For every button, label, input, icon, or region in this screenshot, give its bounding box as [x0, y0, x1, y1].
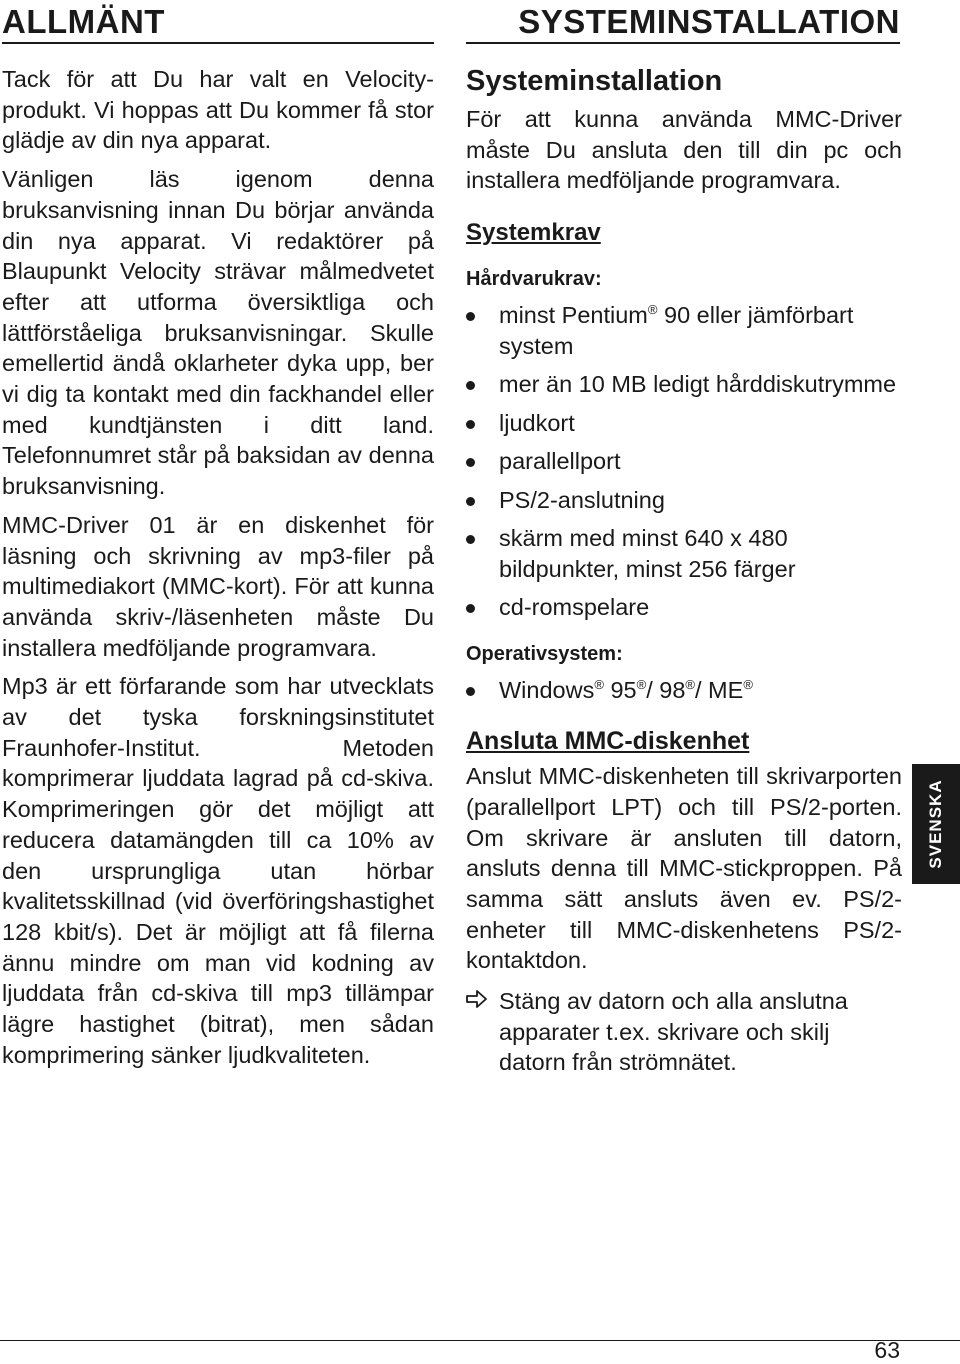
arrow-right-icon [466, 988, 488, 1010]
footer-rule [0, 1340, 960, 1341]
bullet-icon [466, 312, 475, 321]
paragraph-install-intro: För att kunna använda MMC-Driver måste Du ansluta den till din pc och installera medföljande programvara. [466, 106, 902, 194]
bullet-icon [466, 604, 475, 613]
left-column [2, 0, 434, 1071]
action-step: Stäng av datorn och alla anslutna apparater t.ex. skrivare och skilj datorn från strömnätet. [466, 986, 902, 1078]
section-header-allmant: ALLMÄNT [2, 0, 434, 44]
heading-hardware: Hårdvarukrav: [466, 268, 602, 291]
heading-systemkrav: Systemkrav [466, 219, 601, 247]
paragraph-intro: Tack för att Du har valt en Velocity-produkt. Vi hoppas att Du kommer få stor glädje av din nya apparat. [2, 66, 434, 154]
list-item: mer än 10 MB ledigt hårddiskutrymme [466, 369, 902, 400]
bullet-icon [466, 497, 475, 506]
page-number: 63 [874, 1337, 900, 1363]
paragraph-mmc-driver: MMC-Driver 01 är en diskenhet för läsning och skrivning av mp3-filer på multimediakort (MMC-kort). För att kunna använda skriv-/läsenheten måste Du installera medföljande programvara. [2, 511, 434, 661]
language-tab-label: SVENSKA [926, 779, 945, 869]
paragraph-manual: Vänligen läs igenom denna bruksanvisning innan Du börjar använda din nya apparat. Vi redaktörer på Blaupunkt Velocity strävar målmedvetet efter att utforma översiktliga och lättförståeliga bruksanvisningar. Skulle emellertid ändå oklarheter dyka upp, ber vi dig ta kontakt med din fackhandel eller med kundtjänsten i ditt land. Telefonnumret står på baksidan av denna bruksanvisning. [2, 166, 434, 500]
list-item: minst Pentium® 90 eller jämförbart system [466, 300, 902, 361]
list-item: ljudkort [466, 408, 902, 439]
heading-operativsystem: Operativsystem: [466, 642, 623, 665]
section-header-systeminstallation: SYSTEMINSTALLATION [466, 0, 900, 44]
list-item: skärm med minst 640 x 480 bildpunkter, minst 256 färger [466, 523, 902, 584]
list-item: Windows® 95®/ 98®/ ME® [466, 675, 902, 706]
registered-mark: ® [647, 302, 658, 318]
paragraph-connect: Anslut MMC-diskenheten till skrivarporten (parallellport LPT) och till PS/2-porten. Om skrivare är ansluten till datorn, ansluts denna till MMC-stickproppen. På samma sätt ansluts även ev. PS/2-enheter till MMC-diskenhetens PS/2-kontaktdon. [466, 763, 902, 974]
heading-ansluta: Ansluta MMC-diskenhet [466, 727, 750, 756]
bullet-icon [466, 458, 475, 467]
hardware-list [466, 300, 902, 623]
bullet-icon [466, 420, 475, 429]
list-item: cd-romspelare [466, 592, 902, 623]
list-item: parallellport [466, 446, 902, 477]
right-column [466, 0, 902, 1078]
bullet-icon [466, 687, 475, 696]
heading-systeminstallation: Systeminstallation [466, 65, 723, 97]
bullet-icon [466, 535, 475, 544]
list-item: PS/2-anslutning [466, 485, 902, 516]
bullet-icon [466, 381, 475, 390]
language-tab [912, 764, 960, 884]
paragraph-mp3: Mp3 är ett förfarande som har utvecklats av det tyska forskningsinstitutet Fraunhofer-Institut. Metoden komprimerar ljuddata lagrad på cd-skiva. Komprimeringen gör det möjligt att reducera datamängden till ca 10% av den ursprungliga utan hörbar kvalitetsskillnad (vid överföringshastighet 128 kbit/s). Det är möjligt att få filerna ännu mindre om man vid kodning av ljuddata från cd-skiva till mp3 tillämpar lägre hastighet (bitrat), men sådan komprimering sänker ljudkvaliteten. [2, 673, 434, 1068]
os-list [466, 675, 902, 706]
